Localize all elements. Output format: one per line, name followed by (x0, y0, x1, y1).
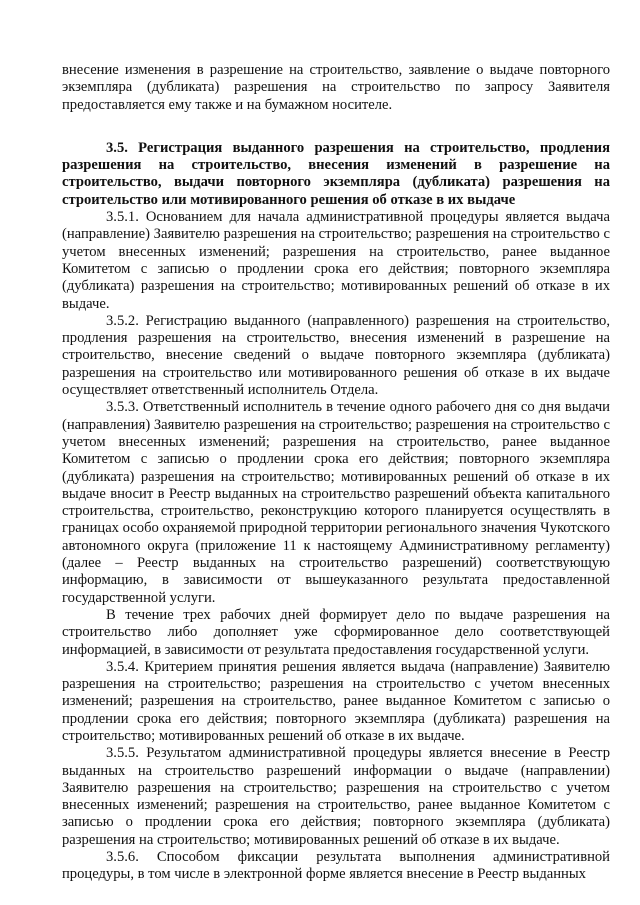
intro-paragraph: внесение изменения в разрешение на строительство, заявление о выдаче повторного экземпляра (дубликата) разрешения на строительство по запросу Заявителя предоставляется ему также и на бумажном носителе. (62, 62, 610, 113)
section-heading: 3.5. Регистрация выданного разрешения на строительство, продления разрешения на строительство, внесения изменений в разрешение на строительство, выдачи повторного экземпляра (дубликата) разрешения на строительство или мотивированного решения об отказе в их выдаче (62, 139, 610, 208)
paragraph-3-5-4: 3.5.4. Критерием принятия решения является выдача (направление) Заявителю разрешения на строительство; разрешения на строительство с учетом внесенных изменений; разрешения на строительство, ранее выданное Комитетом с записью о продлении срока его действия; повторного экземпляра (дубликата) разрешения на строительство; мотивированных решений об отказе в их выдаче. (62, 658, 610, 744)
paragraph-3-5-3: 3.5.3. Ответственный исполнитель в течение одного рабочего дня со дня выдачи (направления) Заявителю разрешения на строительство; разрешения на строительство с учетом внесенных изменений; разрешения на строительство, ранее выданное Комитетом с записью о продлении срока его действия; повторного экземпляра (дубликата) разрешения на строительство; мотивированных решений об отказе в их выдаче вносит в Реестр выданных на строительство разрешений объекта капитального строительства, строительство, реконструкцию которого планируется осуществлять в границах особо охраняемой природной территории регионального значения Чукотского автономного округа (приложение 11 к настоящему Административному регламенту) (далее – Реестр выданных на строительство разрешений) соответствующую информацию, в зависимости от вышеуказанного результата предоставленной государственной услуги. (62, 399, 610, 606)
paragraph-3-5-2: 3.5.2. Регистрацию выданного (направленного) разрешения на строительство, продления разрешения на строительство, внесения изменений в разрешение на строительство, внесение сведений о выдаче повторного экземпляра (дубликата) разрешения на строительство или мотивированного решения об отказе в их выдаче осуществляет ответственный исполнитель Отдела. (62, 312, 610, 399)
document-page (62, 62, 610, 884)
paragraph-3-5-5: 3.5.5. Результатом административной процедуры является внесение в Реестр выданных на строительство разрешений информации о выдаче (направлении) Заявителю разрешения на строительство; разрешения на строительство с учетом внесенных изменений; разрешения на строительство, ранее выданное Комитетом с записью о продлении срока его действия; повторного экземпляра (дубликата) разрешения на строительство; мотивированных решений об отказе в их выдаче. (62, 745, 610, 848)
paragraph-3-5-1: 3.5.1. Основанием для начала административной процедуры является выдача (направление) Заявителю разрешения на строительство; разрешения на строительство с учетом внесенных изменений; разрешения на строительство, ранее выданное Комитетом с записью о продлении срока его действия; повторного экземпляра (дубликата) разрешения на строительство; мотивированных решений об отказе в их выдаче. (62, 209, 610, 312)
paragraph-three-days: В течение трех рабочих дней формирует дело по выдаче разрешения на строительство либо дополняет уже сформированное дело соответствующей информацией, в зависимости от результата предоставления государственной услуги. (62, 606, 610, 658)
paragraph-3-5-6: 3.5.6. Способом фиксации результата выполнения административной процедуры, в том числе в электронной форме является внесение в Реестр выданных (62, 849, 610, 883)
